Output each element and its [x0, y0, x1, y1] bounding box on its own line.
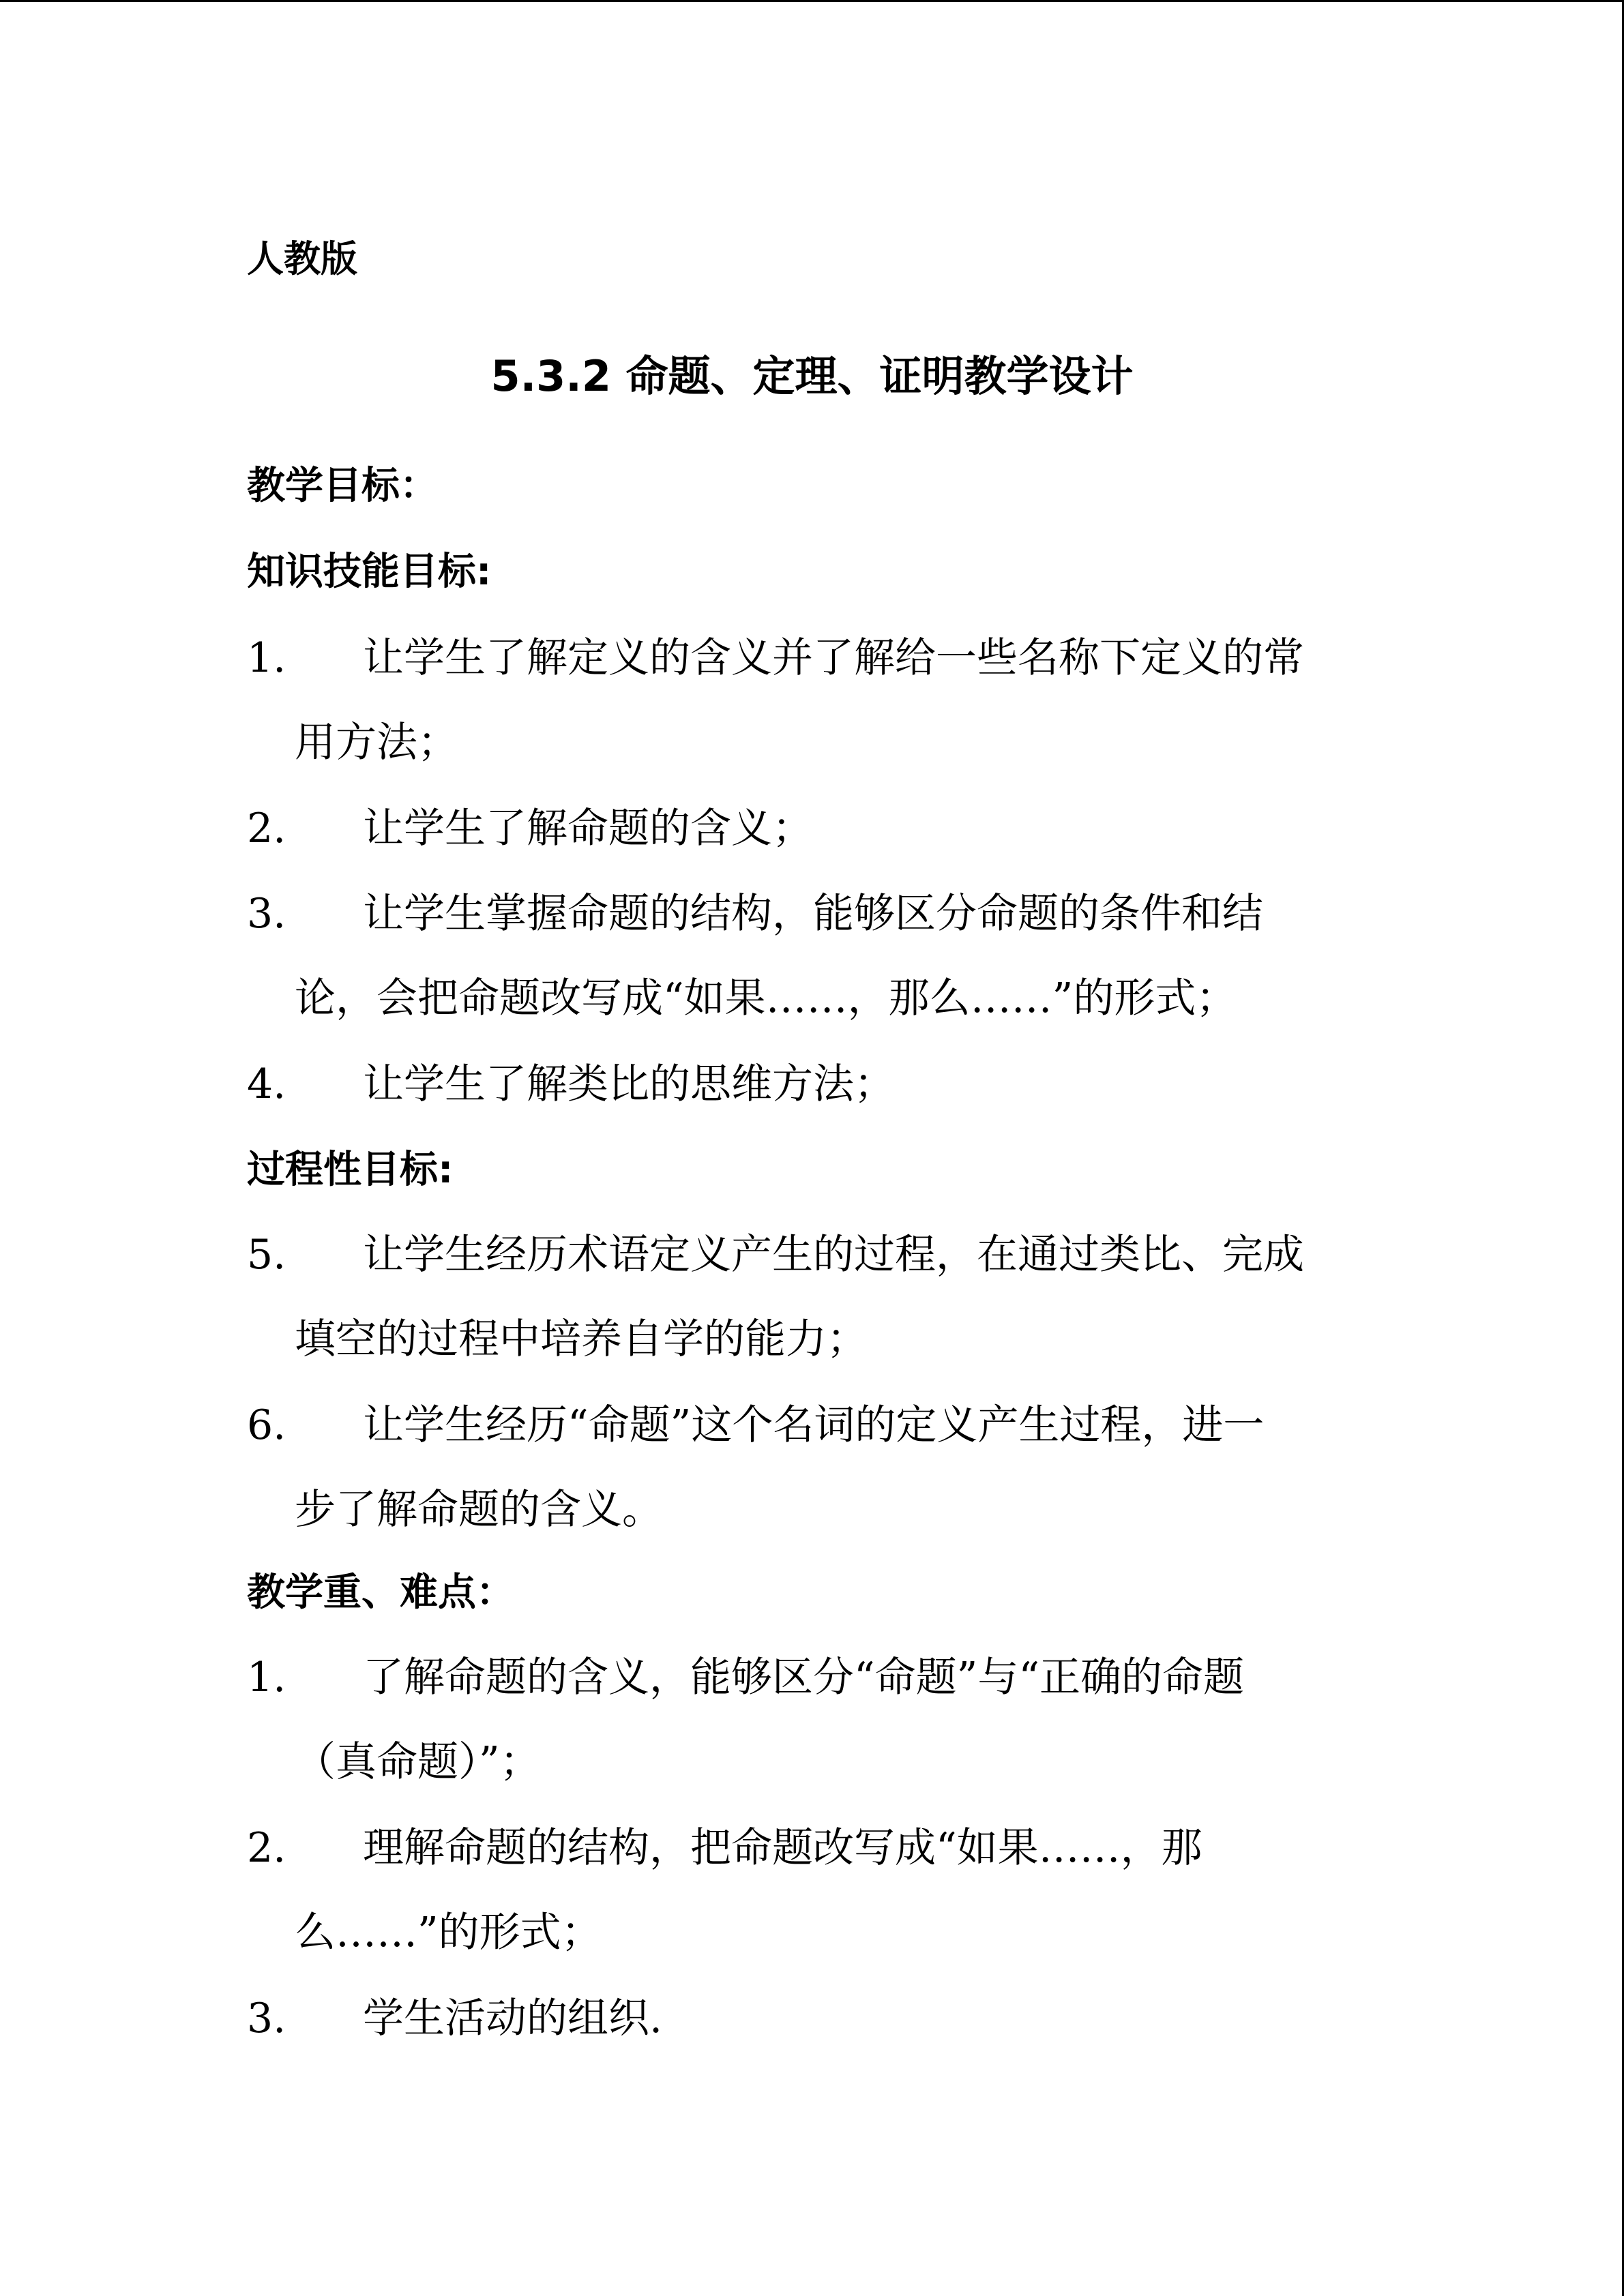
- list-item-number: 4.: [247, 1060, 286, 1108]
- list-item-text: 让学生掌握命题的结构，能够区分命题的条件和结: [363, 890, 1263, 938]
- list-item-text: 让学生了解命题的含义；: [363, 805, 813, 852]
- document-title: 5.3.2 命题、定理、证明教学设计: [490, 351, 1134, 401]
- list-item: [247, 1635, 1372, 1804]
- list-item: [247, 1806, 1372, 1975]
- list-item: [247, 1383, 1372, 1552]
- list-item: [247, 1976, 1372, 2061]
- list-item-number: 3.: [247, 890, 286, 938]
- list-item-number: 5.: [247, 1231, 286, 1279]
- knowledge-skills-heading: 知识技能目标:: [247, 550, 492, 594]
- list-item-number: 2.: [247, 805, 286, 852]
- list-item-continuation: 用方法；: [295, 719, 458, 766]
- teaching-objectives-heading: 教学目标：: [247, 464, 438, 508]
- list-item-number: 6.: [247, 1401, 286, 1449]
- list-item-text: 让学生了解定义的含义并了解给一些名称下定义的常: [363, 634, 1304, 682]
- list-item-text: 让学生经历术语定义产生的过程，在通过类比、完成: [363, 1231, 1304, 1279]
- list-item-continuation: 论，会把命题改写成“如果……，那么……”的形式；: [295, 974, 1237, 1022]
- list-item: [247, 1042, 1372, 1127]
- key-difficult-points-heading: 教学重、难点：: [247, 1570, 514, 1615]
- list-item-number: 1.: [247, 1654, 286, 1701]
- list-item-continuation: （真命题）”；: [295, 1738, 541, 1786]
- list-item-text: 让学生经历“命题”这个名词的定义产生过程，进一: [363, 1401, 1265, 1449]
- list-item: [247, 616, 1372, 785]
- process-objectives-heading: 过程性目标:: [247, 1148, 454, 1192]
- edition-label: 人教版: [247, 237, 357, 280]
- list-item-text: 让学生了解类比的思维方法；: [363, 1060, 895, 1108]
- list-item-text: 了解命题的含义，能够区分“命题”与“正确的命题: [363, 1654, 1245, 1701]
- list-item-continuation: 么……”的形式；: [295, 1909, 602, 1956]
- list-item: [247, 786, 1372, 871]
- list-item-text: 理解命题的结构，把命题改写成“如果……，那: [363, 1824, 1202, 1872]
- list-item-number: 3.: [247, 1995, 286, 2042]
- list-item-continuation: 步了解命题的含义。: [295, 1486, 663, 1534]
- list-item-number: 1.: [247, 634, 286, 682]
- list-item: [247, 871, 1372, 1041]
- list-item-number: 2.: [247, 1824, 286, 1872]
- list-item-text: 学生活动的组织.: [363, 1995, 663, 2042]
- list-item: [247, 1212, 1372, 1382]
- list-item-continuation: 填空的过程中培养自学的能力；: [295, 1315, 868, 1363]
